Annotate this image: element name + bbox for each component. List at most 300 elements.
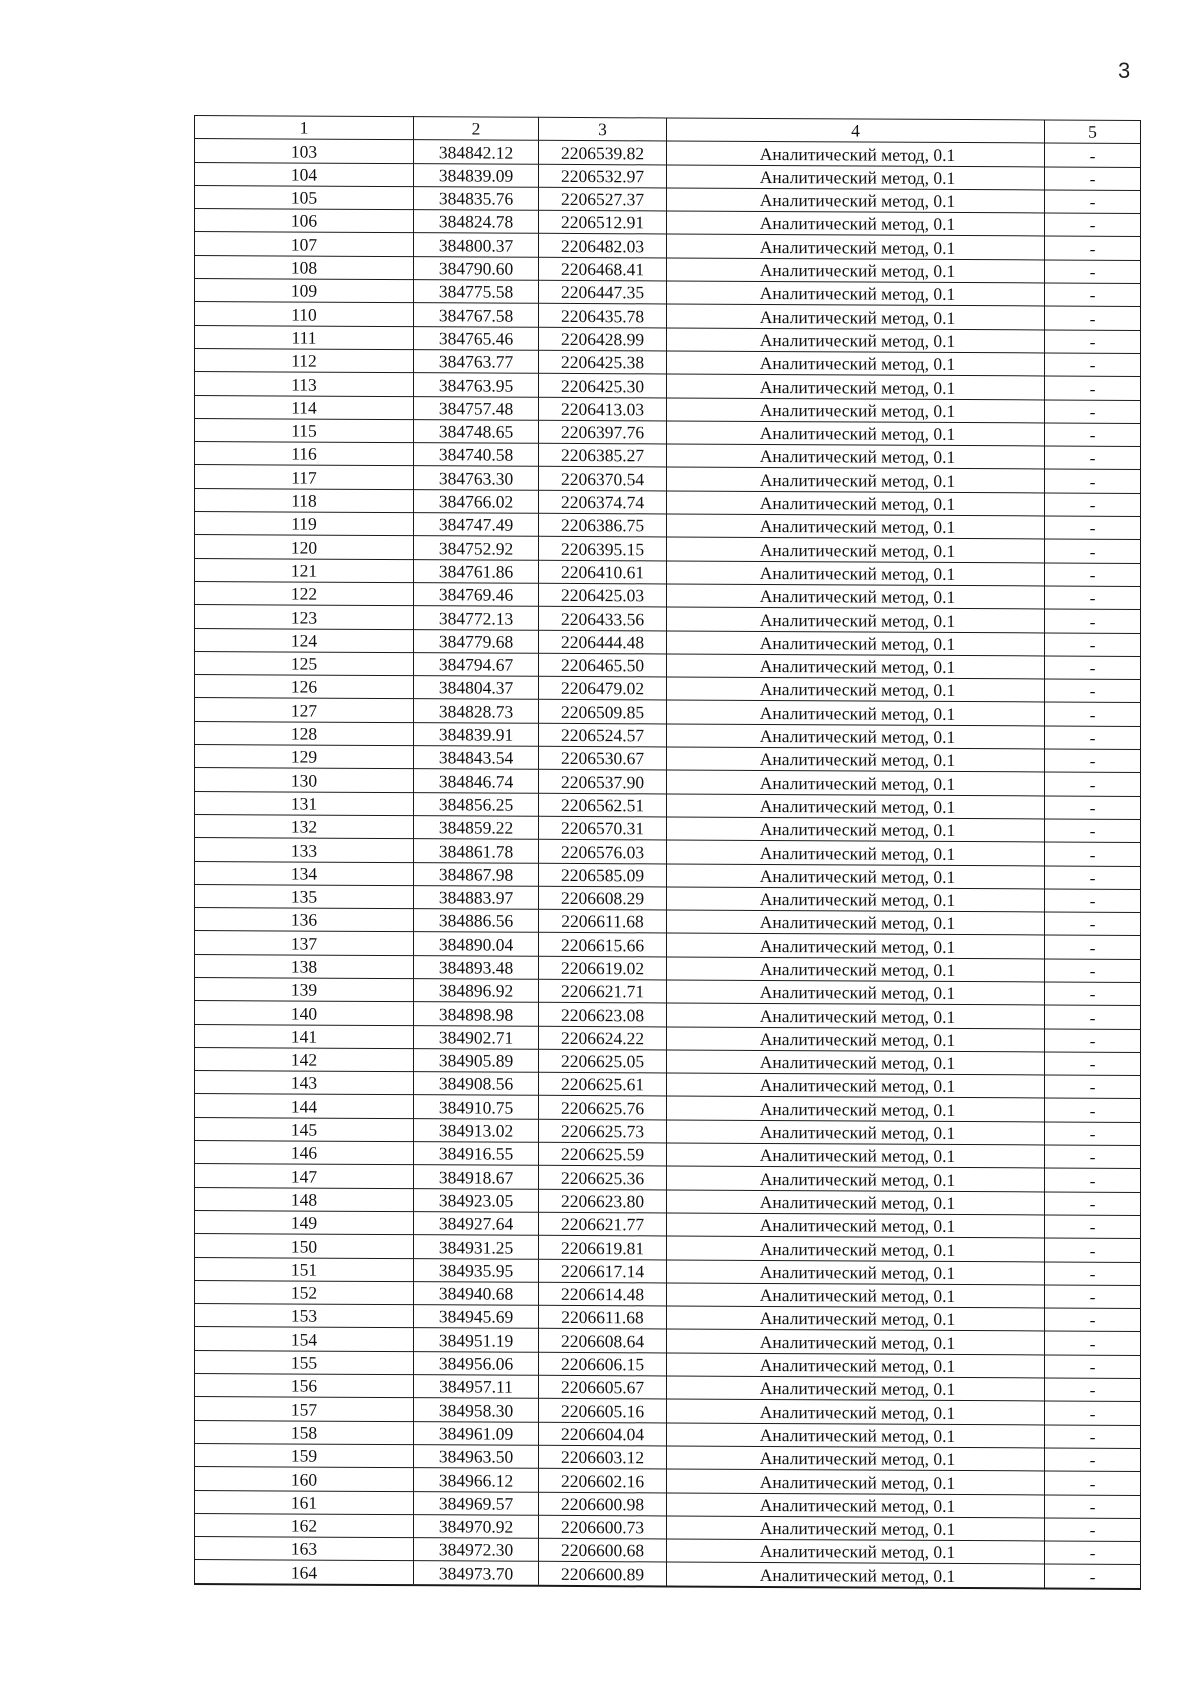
- cell-point-number: 130: [195, 768, 414, 792]
- cell-method-accuracy: Аналитический метод, 0.1: [667, 1236, 1045, 1261]
- cell-note: -: [1045, 1355, 1141, 1379]
- cell-method-accuracy: Аналитический метод, 0.1: [667, 1143, 1045, 1168]
- cell-method-accuracy: Аналитический метод, 0.1: [667, 1096, 1045, 1121]
- cell-point-number: 144: [195, 1094, 414, 1118]
- cell-note: -: [1045, 1285, 1141, 1309]
- cell-coordinate-y: 2206524.57: [539, 723, 667, 747]
- cell-coordinate-y: 2206625.59: [539, 1142, 667, 1166]
- cell-point-number: 164: [195, 1560, 414, 1585]
- cell-note: -: [1045, 213, 1141, 237]
- cell-method-accuracy: Аналитический метод, 0.1: [667, 165, 1045, 190]
- cell-coordinate-x: 384846.74: [414, 769, 539, 793]
- cell-note: -: [1045, 563, 1141, 587]
- cell-point-number: 114: [195, 395, 414, 419]
- cell-method-accuracy: Аналитический метод, 0.1: [667, 1166, 1045, 1191]
- cell-coordinate-y: 2206623.80: [539, 1189, 667, 1213]
- cell-note: -: [1045, 1308, 1141, 1332]
- cell-coordinate-y: 2206425.38: [539, 350, 667, 374]
- cell-point-number: 113: [195, 372, 414, 396]
- cell-coordinate-y: 2206624.22: [539, 1026, 667, 1050]
- cell-coordinate-y: 2206604.04: [539, 1422, 667, 1446]
- cell-coordinate-x: 384772.13: [414, 606, 539, 630]
- cell-coordinate-x: 384958.30: [414, 1398, 539, 1422]
- cell-note: -: [1045, 889, 1141, 913]
- cell-point-number: 145: [195, 1117, 414, 1141]
- cell-note: -: [1045, 1471, 1141, 1495]
- cell-point-number: 136: [195, 908, 414, 932]
- cell-method-accuracy: Аналитический метод, 0.1: [667, 1213, 1045, 1238]
- cell-coordinate-y: 2206625.76: [539, 1096, 667, 1120]
- cell-point-number: 155: [195, 1350, 414, 1374]
- cell-method-accuracy: Аналитический метод, 0.1: [667, 654, 1045, 679]
- cell-coordinate-y: 2206605.16: [539, 1399, 667, 1423]
- cell-point-number: 104: [195, 162, 414, 186]
- cell-coordinate-y: 2206512.91: [539, 210, 667, 234]
- cell-coordinate-x: 384886.56: [414, 909, 539, 933]
- cell-note: -: [1045, 1192, 1141, 1216]
- cell-note: -: [1045, 516, 1141, 540]
- cell-point-number: 158: [195, 1420, 414, 1444]
- cell-coordinate-y: 2206444.48: [539, 630, 667, 654]
- cell-coordinate-y: 2206619.81: [539, 1236, 667, 1260]
- cell-method-accuracy: Аналитический метод, 0.1: [667, 1260, 1045, 1285]
- cell-method-accuracy: Аналитический метод, 0.1: [667, 491, 1045, 516]
- cell-coordinate-y: 2206537.90: [539, 770, 667, 794]
- cell-note: -: [1045, 726, 1141, 750]
- cell-note: -: [1045, 1401, 1141, 1425]
- cell-point-number: 156: [195, 1374, 414, 1398]
- cell-note: -: [1045, 912, 1141, 936]
- cell-coordinate-y: 2206585.09: [539, 863, 667, 887]
- cell-coordinate-y: 2206623.08: [539, 1003, 667, 1027]
- cell-point-number: 132: [195, 814, 414, 838]
- cell-method-accuracy: Аналитический метод, 0.1: [667, 398, 1045, 423]
- cell-coordinate-y: 2206615.66: [539, 933, 667, 957]
- cell-point-number: 111: [195, 325, 414, 349]
- cell-method-accuracy: Аналитический метод, 0.1: [667, 1120, 1045, 1145]
- cell-point-number: 157: [195, 1397, 414, 1421]
- cell-coordinate-y: 2206370.54: [539, 467, 667, 491]
- cell-coordinate-x: 384790.60: [414, 256, 539, 280]
- cell-note: -: [1045, 446, 1141, 470]
- cell-coordinate-x: 384843.54: [414, 746, 539, 770]
- cell-method-accuracy: Аналитический метод, 0.1: [667, 1562, 1045, 1588]
- cell-coordinate-y: 2206602.16: [539, 1469, 667, 1493]
- cell-coordinate-x: 384747.49: [414, 513, 539, 537]
- cell-method-accuracy: Аналитический метод, 0.1: [667, 584, 1045, 609]
- cell-coordinate-y: 2206611.68: [539, 1305, 667, 1329]
- cell-coordinate-x: 384970.92: [414, 1514, 539, 1538]
- cell-coordinate-y: 2206617.14: [539, 1259, 667, 1283]
- cell-coordinate-x: 384896.92: [414, 979, 539, 1003]
- cell-coordinate-y: 2206465.50: [539, 653, 667, 677]
- cell-coordinate-x: 384765.46: [414, 326, 539, 350]
- cell-method-accuracy: Аналитический метод, 0.1: [667, 1353, 1045, 1378]
- cell-method-accuracy: Аналитический метод, 0.1: [667, 980, 1045, 1005]
- cell-note: -: [1045, 306, 1141, 330]
- cell-note: -: [1045, 1564, 1141, 1588]
- cell-method-accuracy: Аналитический метод, 0.1: [667, 607, 1045, 632]
- cell-method-accuracy: Аналитический метод, 0.1: [667, 840, 1045, 865]
- cell-note: -: [1045, 260, 1141, 284]
- cell-coordinate-x: 384800.37: [414, 233, 539, 257]
- cell-method-accuracy: Аналитический метод, 0.1: [667, 933, 1045, 958]
- cell-coordinate-x: 384839.91: [414, 722, 539, 746]
- cell-point-number: 152: [195, 1280, 414, 1304]
- cell-note: -: [1045, 236, 1141, 260]
- cell-method-accuracy: Аналитический метод, 0.1: [667, 817, 1045, 842]
- cell-coordinate-y: 2206482.03: [539, 234, 667, 258]
- cell-method-accuracy: Аналитический метод, 0.1: [667, 770, 1045, 795]
- cell-note: -: [1045, 353, 1141, 377]
- header-col-4: 4: [667, 118, 1045, 143]
- cell-note: -: [1045, 935, 1141, 959]
- header-col-3: 3: [539, 117, 667, 141]
- cell-coordinate-y: 2206621.77: [539, 1212, 667, 1236]
- cell-note: -: [1045, 632, 1141, 656]
- cell-point-number: 115: [195, 418, 414, 442]
- cell-coordinate-x: 384940.68: [414, 1281, 539, 1305]
- cell-method-accuracy: Аналитический метод, 0.1: [667, 794, 1045, 819]
- cell-note: -: [1045, 143, 1141, 167]
- cell-point-number: 108: [195, 255, 414, 279]
- cell-note: -: [1045, 679, 1141, 703]
- cell-method-accuracy: Аналитический метод, 0.1: [667, 1539, 1045, 1564]
- cell-coordinate-x: 384951.19: [414, 1328, 539, 1352]
- cell-coordinate-y: 2206468.41: [539, 257, 667, 281]
- cell-method-accuracy: Аналитический метод, 0.1: [667, 1027, 1045, 1052]
- cell-note: -: [1045, 749, 1141, 773]
- header-col-2: 2: [414, 117, 539, 141]
- cell-coordinate-x: 384804.37: [414, 676, 539, 700]
- cell-method-accuracy: Аналитический метод, 0.1: [667, 421, 1045, 446]
- cell-point-number: 117: [195, 465, 414, 489]
- cell-point-number: 162: [195, 1513, 414, 1537]
- cell-point-number: 146: [195, 1141, 414, 1165]
- cell-coordinate-y: 2206625.36: [539, 1166, 667, 1190]
- cell-coordinate-x: 384908.56: [414, 1072, 539, 1096]
- cell-note: -: [1045, 1098, 1141, 1122]
- cell-method-accuracy: Аналитический метод, 0.1: [667, 1376, 1045, 1401]
- cell-point-number: 128: [195, 721, 414, 745]
- cell-method-accuracy: Аналитический метод, 0.1: [667, 328, 1045, 353]
- cell-coordinate-x: 384931.25: [414, 1235, 539, 1259]
- cell-method-accuracy: Аналитический метод, 0.1: [667, 887, 1045, 912]
- cell-coordinate-y: 2206386.75: [539, 513, 667, 537]
- cell-coordinate-x: 384859.22: [414, 816, 539, 840]
- cell-coordinate-y: 2206614.48: [539, 1282, 667, 1306]
- cell-note: -: [1045, 1518, 1141, 1542]
- cell-coordinate-y: 2206374.74: [539, 490, 667, 514]
- cell-coordinate-x: 384766.02: [414, 489, 539, 513]
- cell-coordinate-x: 384828.73: [414, 699, 539, 723]
- cell-coordinate-x: 384893.48: [414, 955, 539, 979]
- cell-point-number: 118: [195, 488, 414, 512]
- cell-note: -: [1045, 1331, 1141, 1355]
- cell-coordinate-y: 2206433.56: [539, 607, 667, 631]
- cell-point-number: 160: [195, 1467, 414, 1491]
- cell-method-accuracy: Аналитический метод, 0.1: [667, 957, 1045, 982]
- cell-coordinate-y: 2206605.67: [539, 1375, 667, 1399]
- cell-method-accuracy: Аналитический метод, 0.1: [667, 910, 1045, 935]
- cell-point-number: 106: [195, 209, 414, 233]
- cell-coordinate-x: 384763.30: [414, 466, 539, 490]
- cell-coordinate-x: 384740.58: [414, 443, 539, 467]
- cell-coordinate-x: 384763.95: [414, 373, 539, 397]
- cell-point-number: 135: [195, 884, 414, 908]
- cell-method-accuracy: Аналитический метод, 0.1: [667, 677, 1045, 702]
- cell-coordinate-y: 2206600.68: [539, 1538, 667, 1562]
- cell-point-number: 141: [195, 1024, 414, 1048]
- cell-coordinate-y: 2206435.78: [539, 304, 667, 328]
- table-body: [195, 139, 1141, 1589]
- cell-method-accuracy: Аналитический метод, 0.1: [667, 1516, 1045, 1541]
- cell-coordinate-x: 384761.86: [414, 559, 539, 583]
- cell-note: -: [1045, 842, 1141, 866]
- cell-coordinate-x: 384767.58: [414, 303, 539, 327]
- cell-note: -: [1045, 1052, 1141, 1076]
- cell-method-accuracy: Аналитический метод, 0.1: [667, 211, 1045, 236]
- cell-note: -: [1045, 609, 1141, 633]
- cell-point-number: 112: [195, 348, 414, 372]
- cell-coordinate-x: 384945.69: [414, 1305, 539, 1329]
- cell-method-accuracy: Аналитический метод, 0.1: [667, 1469, 1045, 1494]
- cell-coordinate-x: 384957.11: [414, 1375, 539, 1399]
- cell-coordinate-x: 384905.89: [414, 1049, 539, 1073]
- cell-coordinate-y: 2206621.71: [539, 979, 667, 1003]
- cell-coordinate-x: 384779.68: [414, 629, 539, 653]
- cell-coordinate-x: 384824.78: [414, 210, 539, 234]
- cell-point-number: 125: [195, 651, 414, 675]
- cell-coordinate-x: 384757.48: [414, 396, 539, 420]
- cell-method-accuracy: Аналитический метод, 0.1: [667, 1190, 1045, 1215]
- cell-coordinate-y: 2206397.76: [539, 420, 667, 444]
- cell-coordinate-y: 2206509.85: [539, 700, 667, 724]
- cell-coordinate-y: 2206425.30: [539, 374, 667, 398]
- cell-coordinate-x: 384956.06: [414, 1351, 539, 1375]
- cell-point-number: 149: [195, 1210, 414, 1234]
- cell-coordinate-y: 2206425.03: [539, 583, 667, 607]
- cell-point-number: 123: [195, 605, 414, 629]
- cell-method-accuracy: Аналитический метод, 0.1: [667, 514, 1045, 539]
- page-number: 3: [1118, 58, 1131, 83]
- cell-coordinate-x: 384910.75: [414, 1095, 539, 1119]
- cell-note: -: [1045, 1029, 1141, 1053]
- cell-point-number: 150: [195, 1234, 414, 1258]
- cell-method-accuracy: Аналитический метод, 0.1: [667, 1073, 1045, 1098]
- cell-method-accuracy: Аналитический метод, 0.1: [667, 351, 1045, 376]
- cell-note: -: [1045, 796, 1141, 820]
- cell-note: -: [1045, 1262, 1141, 1286]
- cell-coordinate-y: 2206539.82: [539, 141, 667, 165]
- cell-note: -: [1045, 1075, 1141, 1099]
- header-col-5: 5: [1045, 120, 1141, 144]
- cell-note: -: [1045, 819, 1141, 843]
- cell-point-number: 133: [195, 838, 414, 862]
- cell-point-number: 134: [195, 861, 414, 885]
- cell-coordinate-x: 384969.57: [414, 1491, 539, 1515]
- cell-coordinate-x: 384898.98: [414, 1002, 539, 1026]
- cell-point-number: 137: [195, 931, 414, 955]
- cell-coordinate-y: 2206385.27: [539, 443, 667, 467]
- cell-coordinate-x: 384775.58: [414, 280, 539, 304]
- cell-point-number: 143: [195, 1071, 414, 1095]
- cell-method-accuracy: Аналитический метод, 0.1: [667, 1492, 1045, 1517]
- cell-note: -: [1045, 865, 1141, 889]
- cell-method-accuracy: Аналитический метод, 0.1: [667, 631, 1045, 656]
- cell-coordinate-y: 2206532.97: [539, 164, 667, 188]
- cell-coordinate-x: 384867.98: [414, 862, 539, 886]
- cell-coordinate-x: 384918.67: [414, 1165, 539, 1189]
- cell-note: -: [1045, 702, 1141, 726]
- cell-coordinate-x: 384927.64: [414, 1212, 539, 1236]
- cell-method-accuracy: Аналитический метод, 0.1: [667, 1329, 1045, 1354]
- cell-point-number: 131: [195, 791, 414, 815]
- cell-coordinate-y: 2206600.89: [539, 1562, 667, 1586]
- cell-coordinate-y: 2206428.99: [539, 327, 667, 351]
- cell-point-number: 122: [195, 581, 414, 605]
- cell-note: -: [1045, 1448, 1141, 1472]
- cell-coordinate-y: 2206600.73: [539, 1515, 667, 1539]
- cell-note: -: [1045, 1215, 1141, 1239]
- cell-note: -: [1045, 1541, 1141, 1565]
- cell-coordinate-x: 384973.70: [414, 1561, 539, 1585]
- cell-point-number: 126: [195, 675, 414, 699]
- cell-method-accuracy: Аналитический метод, 0.1: [667, 747, 1045, 772]
- cell-coordinate-x: 384839.09: [414, 163, 539, 187]
- cell-coordinate-y: 2206570.31: [539, 816, 667, 840]
- cell-method-accuracy: Аналитический метод, 0.1: [667, 374, 1045, 399]
- cell-coordinate-x: 384856.25: [414, 792, 539, 816]
- cell-coordinate-x: 384842.12: [414, 140, 539, 164]
- cell-point-number: 103: [195, 139, 414, 163]
- cell-point-number: 142: [195, 1047, 414, 1071]
- cell-point-number: 129: [195, 745, 414, 769]
- cell-method-accuracy: Аналитический метод, 0.1: [667, 444, 1045, 469]
- cell-method-accuracy: Аналитический метод, 0.1: [667, 304, 1045, 329]
- cell-method-accuracy: Аналитический метод, 0.1: [667, 700, 1045, 725]
- cell-point-number: 139: [195, 977, 414, 1001]
- cell-coordinate-x: 384935.95: [414, 1258, 539, 1282]
- cell-method-accuracy: Аналитический метод, 0.1: [667, 561, 1045, 586]
- cell-note: -: [1045, 1378, 1141, 1402]
- cell-point-number: 154: [195, 1327, 414, 1351]
- cell-method-accuracy: Аналитический метод, 0.1: [667, 467, 1045, 492]
- cell-coordinate-x: 384961.09: [414, 1421, 539, 1445]
- cell-note: -: [1045, 1145, 1141, 1169]
- cell-note: -: [1045, 539, 1141, 563]
- cell-point-number: 119: [195, 512, 414, 536]
- cell-note: -: [1045, 772, 1141, 796]
- cell-coordinate-y: 2206600.98: [539, 1492, 667, 1516]
- cell-coordinate-y: 2206395.15: [539, 537, 667, 561]
- cell-note: -: [1045, 469, 1141, 493]
- cell-coordinate-x: 384769.46: [414, 583, 539, 607]
- cell-coordinate-y: 2206625.61: [539, 1072, 667, 1096]
- cell-coordinate-x: 384763.77: [414, 350, 539, 374]
- cell-note: -: [1045, 656, 1141, 680]
- cell-point-number: 124: [195, 628, 414, 652]
- cell-coordinate-x: 384972.30: [414, 1538, 539, 1562]
- cell-point-number: 159: [195, 1443, 414, 1467]
- cell-coordinate-y: 2206527.37: [539, 187, 667, 211]
- cell-note: -: [1045, 400, 1141, 424]
- cell-coordinate-y: 2206625.73: [539, 1119, 667, 1143]
- cell-coordinate-y: 2206562.51: [539, 793, 667, 817]
- cell-coordinate-y: 2206576.03: [539, 840, 667, 864]
- cell-coordinate-y: 2206479.02: [539, 676, 667, 700]
- cell-note: -: [1045, 330, 1141, 354]
- cell-point-number: 161: [195, 1490, 414, 1514]
- cell-coordinate-x: 384752.92: [414, 536, 539, 560]
- cell-coordinate-y: 2206413.03: [539, 397, 667, 421]
- cell-method-accuracy: Аналитический метод, 0.1: [667, 141, 1045, 166]
- cell-method-accuracy: Аналитический метод, 0.1: [667, 258, 1045, 283]
- cell-method-accuracy: Аналитический метод, 0.1: [667, 1423, 1045, 1448]
- cell-method-accuracy: Аналитический метод, 0.1: [667, 1050, 1045, 1075]
- cell-point-number: 151: [195, 1257, 414, 1281]
- cell-note: -: [1045, 376, 1141, 400]
- cell-method-accuracy: Аналитический метод, 0.1: [667, 537, 1045, 562]
- cell-coordinate-x: 384902.71: [414, 1025, 539, 1049]
- cell-coordinate-y: 2206603.12: [539, 1445, 667, 1469]
- cell-coordinate-x: 384748.65: [414, 420, 539, 444]
- cell-coordinate-x: 384794.67: [414, 652, 539, 676]
- cell-point-number: 153: [195, 1304, 414, 1328]
- cell-coordinate-x: 384966.12: [414, 1468, 539, 1492]
- cell-note: -: [1045, 586, 1141, 610]
- cell-method-accuracy: Аналитический метод, 0.1: [667, 1446, 1045, 1471]
- cell-method-accuracy: Аналитический метод, 0.1: [667, 1399, 1045, 1424]
- cell-coordinate-x: 384916.55: [414, 1142, 539, 1166]
- cell-note: -: [1045, 1168, 1141, 1192]
- cell-coordinate-x: 384861.78: [414, 839, 539, 863]
- cell-note: -: [1045, 283, 1141, 307]
- cell-point-number: 127: [195, 698, 414, 722]
- cell-coordinate-y: 2206447.35: [539, 280, 667, 304]
- cell-coordinate-y: 2206625.05: [539, 1049, 667, 1073]
- cell-note: -: [1045, 1238, 1141, 1262]
- cell-method-accuracy: Аналитический метод, 0.1: [667, 1283, 1045, 1308]
- header-col-1: 1: [195, 116, 414, 140]
- cell-point-number: 110: [195, 302, 414, 326]
- cell-method-accuracy: Аналитический метод, 0.1: [667, 863, 1045, 888]
- cell-point-number: 148: [195, 1187, 414, 1211]
- cell-coordinate-y: 2206608.64: [539, 1329, 667, 1353]
- cell-coordinate-y: 2206530.67: [539, 746, 667, 770]
- cell-coordinate-y: 2206606.15: [539, 1352, 667, 1376]
- cell-note: -: [1045, 423, 1141, 447]
- cell-coordinate-y: 2206611.68: [539, 909, 667, 933]
- cell-note: -: [1045, 1494, 1141, 1518]
- cell-point-number: 109: [195, 279, 414, 303]
- cell-method-accuracy: Аналитический метод, 0.1: [667, 1306, 1045, 1331]
- cell-coordinate-x: 384913.02: [414, 1118, 539, 1142]
- cell-note: -: [1045, 190, 1141, 214]
- cell-point-number: 121: [195, 558, 414, 582]
- cell-point-number: 105: [195, 185, 414, 209]
- cell-method-accuracy: Аналитический метод, 0.1: [667, 724, 1045, 749]
- cell-note: -: [1045, 493, 1141, 517]
- cell-point-number: 140: [195, 1001, 414, 1025]
- cell-note: -: [1045, 1122, 1141, 1146]
- cell-coordinate-x: 384835.76: [414, 187, 539, 211]
- cell-note: -: [1045, 959, 1141, 983]
- cell-point-number: 147: [195, 1164, 414, 1188]
- cell-coordinate-y: 2206619.02: [539, 956, 667, 980]
- cell-point-number: 163: [195, 1537, 414, 1561]
- cell-coordinate-y: 2206410.61: [539, 560, 667, 584]
